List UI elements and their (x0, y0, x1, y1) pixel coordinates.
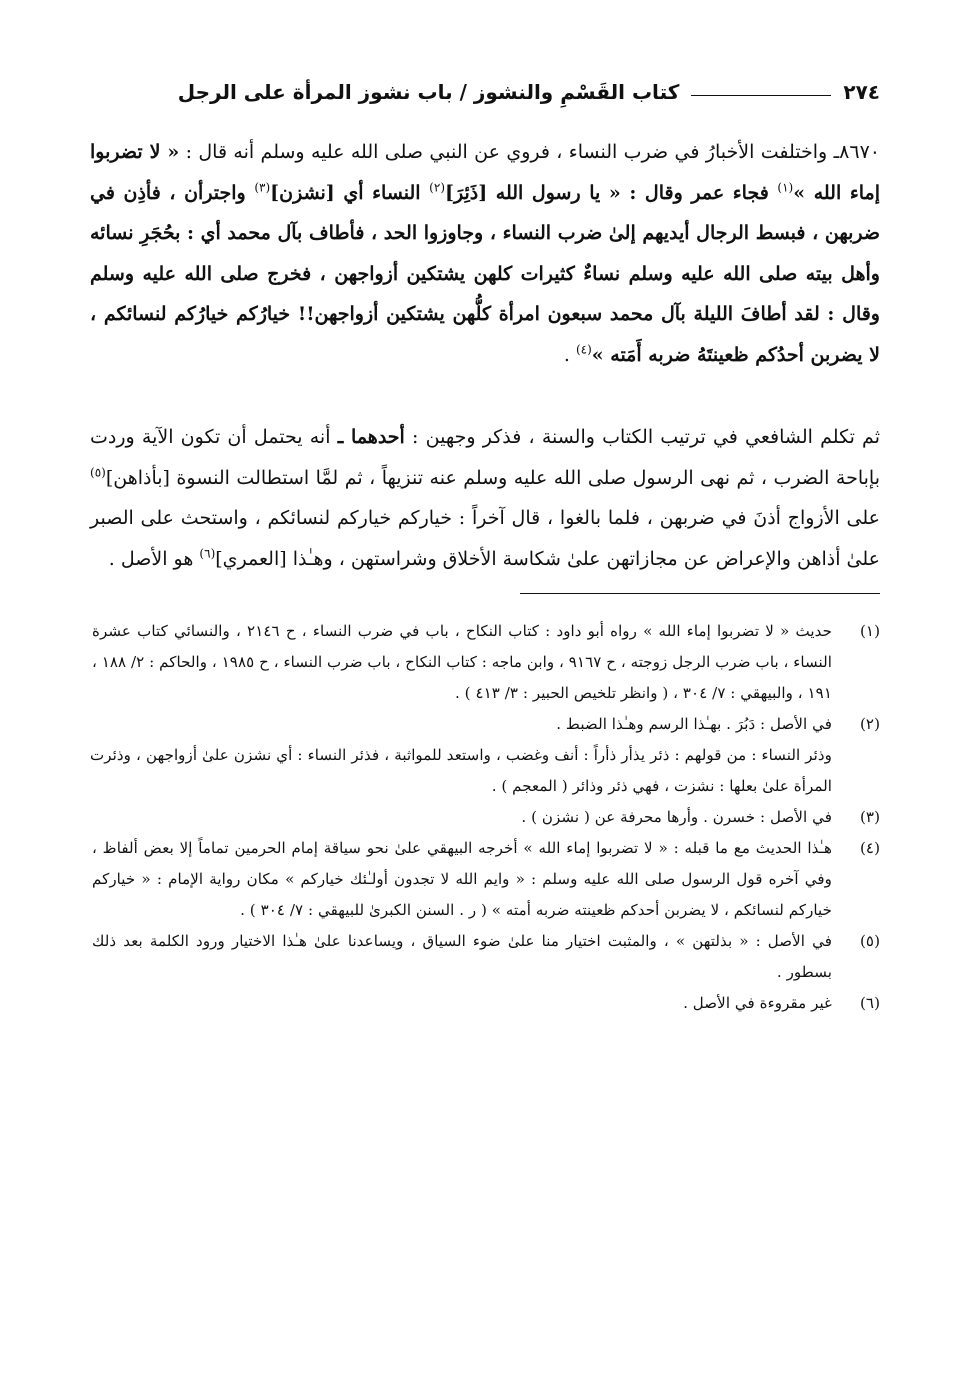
text-segment: ثم تكلم الشافعي في ترتيب الكتاب والسنة ، فذكر وجهين : (404, 426, 880, 448)
text-segment-bold: فجاء عمر وقال : « يا رسول الله [ذَئِرَ] (445, 181, 778, 204)
footnote-3 (90, 802, 880, 833)
text-segment-bold: واجترأن ، فأذِن في ضربهن ، فبسط الرجال أيديهم إلىٰ ضرب النساء ، وجاوزوا الحد ، فأطاف بآل محمد أي : بحُجَرِ نسائه وأهل بيته صلى الله عليه وسلم نساءٌ كثيرات كلهن يشتكين أزواجهن ، فخرج صلى الله عليه وسلم وقال : لقد أطافَ الليلة بآل محمد سبعون امرأة كلُّهن يشتكين أزواجهن!! خيارُكم خيارُكم لنسائكم ، لا يضربن أحدُكم ظعينتَهُ ضربه أَمَته » (90, 181, 880, 366)
footnote-number: (٣) (859, 808, 880, 826)
footnote-1 (90, 616, 880, 709)
footnote-2 (90, 709, 880, 740)
running-header (90, 70, 880, 114)
footnote-number: (٤) (859, 839, 880, 857)
footnote-text: هـٰذا الحديث مع ما قبله : « لا تضربوا إماء الله » أخرجه البيهقي علىٰ نحو سياقة إمام الحرمين تماماً إلا بعض ألفاظ ، وفي آخره قول الرسول صلى الله عليه وسلم : « وايم الله لا تجدون أولـٰئك خياركم » مكان رواية الإمام : « خياركم خياركم لنسائكم ، لا يضربن أحدكم ظعينته ضربه أمته » ( ر . السنن الكبرىٰ للبيهقي : ٧/ ٣٠٤ ) . (92, 839, 832, 919)
header-rule (691, 95, 831, 96)
main-text (90, 132, 880, 579)
footnote-ref-4[interactable]: (٤) (575, 342, 592, 357)
text-segment: ٨٦٧٠ـ واختلفت الأخبارُ في ضرب النساء ، فروي عن النبي صلى الله عليه وسلم أنه قال : (179, 141, 880, 163)
text-segment: . (563, 343, 576, 366)
footnote-number: (٦) (859, 994, 880, 1012)
paragraph-shafii (90, 417, 880, 579)
hadith-quote: « لا تضربوا إماء الله » (90, 141, 880, 204)
book-page (90, 70, 880, 1360)
footnote-ref-5[interactable]: (٥) (90, 465, 106, 480)
paragraph-8670 (90, 132, 880, 375)
footnote-ref-1[interactable]: (١) (777, 180, 794, 195)
footnote-text: في الأصل : دَبُرَ . بهـٰذا الرسم وهـٰذا الضبط . (556, 715, 832, 733)
text-segment: على الأزواج أذنَ في ضربهن ، فلما بالغوا ، قال آخراً : خياركم خياركم لنسائكم ، واستحث على الصبر علىٰ أذاهن والإعراض عن مجازاتهن علىٰ شكاسة الأخلاق وشراستهن ، وهـٰذا [العمري] (90, 507, 880, 570)
footnotes (90, 616, 880, 1019)
footnote-text: في الأصل : خسرن . وأرها محرفة عن ( نشزن ) . (521, 808, 832, 826)
footnote-5 (90, 926, 880, 988)
text-segment: هو الأصل . (108, 547, 200, 570)
footnote-ref-6[interactable]: (٦) (199, 546, 216, 561)
footnote-text: في الأصل : « بذلتهن » ، والمثبت اختيار منا علىٰ ضوء السياق ، ويساعدنا علىٰ هـٰذا الاختيار ورود الكلمة بعد ذلك بسطور . (92, 932, 832, 981)
text-segment: أنه يحتمل أن تكون الآية وردت بإباحة الضرب ، ثم نهى الرسول صلى الله عليه وسلم عنه تنزيهاً ، ثم لمَّا استطالت النسوة [بأذاهن] (90, 426, 880, 489)
footnote-2-continuation (90, 740, 880, 802)
footnote-number: (١) (859, 622, 880, 640)
footnote-text: حديث « لا تضربوا إماء الله » رواه أبو داود : كتاب النكاح ، باب في ضرب النساء ، ح ٢١٤٦ ، والنسائي كتاب عشرة النساء ، باب ضرب الرجل زوجته ، ح ٩١٦٧ ، وابن ماجه : كتاب النكاح ، باب ضرب النساء ، ح ١٩٨٥ ، والحاكم : ٢/ ١٨٨ ، ١٩١ ، والبيهقي : ٧/ ٣٠٤ ، ( وانظر تلخيص الحبير : ٣/ ٤١٣ ) . (92, 622, 832, 702)
footnote-4 (90, 833, 880, 926)
footnote-number: (٢) (859, 715, 880, 733)
footnote-ref-2[interactable]: (٢) (429, 180, 445, 195)
text-segment-bold: النساء أي [نشزن] (270, 181, 430, 204)
text-segment-bold: أحدهما ـ (337, 426, 405, 448)
footnote-number: (٥) (859, 932, 880, 950)
running-title: كتاب القَسْمِ والنشوز / باب نشوز المرأة على الرجل (177, 80, 680, 104)
footnote-text: وذئر النساء : من قولهم : ذئر يذأر ذأراً : أنف وغضب ، واستعد للمواثبة ، فذئر النساء : أي نشزن علىٰ أزواجهن ، وذئرت المرأة علىٰ بعلها : نشزت ، فهي ذئر وذائر ( المعجم ) . (90, 746, 832, 795)
footnote-ref-3[interactable]: (٣) (254, 180, 271, 195)
page-number: ٢٧٤ (843, 80, 880, 104)
footnote-text: غير مقروءة في الأصل . (683, 994, 832, 1012)
footnote-6 (90, 988, 880, 1019)
footnote-divider (520, 593, 880, 594)
